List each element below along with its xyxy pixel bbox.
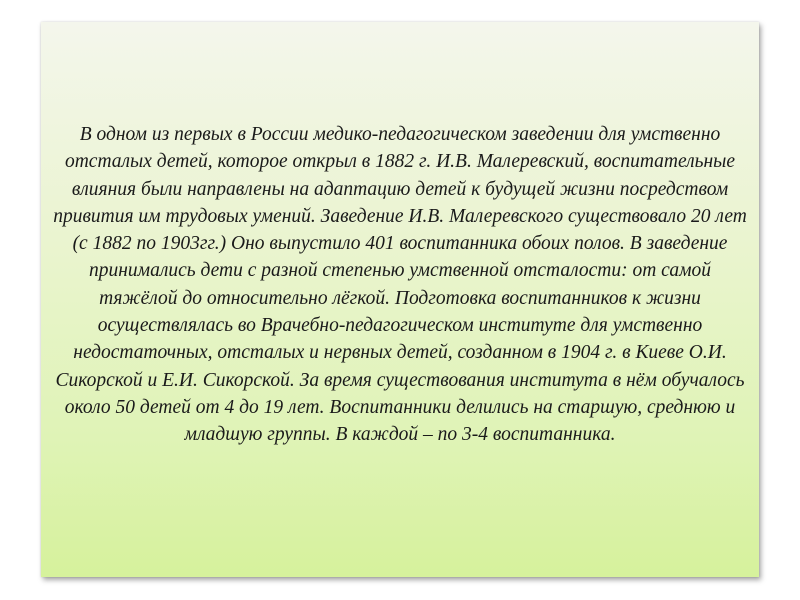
slide	[41, 22, 759, 577]
slide-body-text: В одном из первых в России медико-педагогическом заведении для умственно отсталых детей, которое открыл в 1882 г. И.В. Малеревский, воспитательные влияния были направлены на адаптацию детей к будущей жизни посредством привития им трудовых умений. Заведение И.В. Малеревского существовало 20 лет (с 1882 по 1903гг.) Оно выпустило 401 воспитанника обоих полов. В заведение принимались дети с разной степенью умственной отсталости: от самой тяжёлой до относительно лёгкой. Подготовка воспитанников к жизни осуществлялась во Врачебно-педагогическом институте для умственно недостаточных, отсталых и нервных детей, созданном в 1904 г. в Киеве О.И. Сикорской и Е.И. Сикорской. За время существования института в нём обучалось около 50 детей от 4 до 19 лет. Воспитанники делились на старшую, среднюю и младшую группы. В каждой – по 3-4 воспитанника.	[53, 124, 747, 446]
